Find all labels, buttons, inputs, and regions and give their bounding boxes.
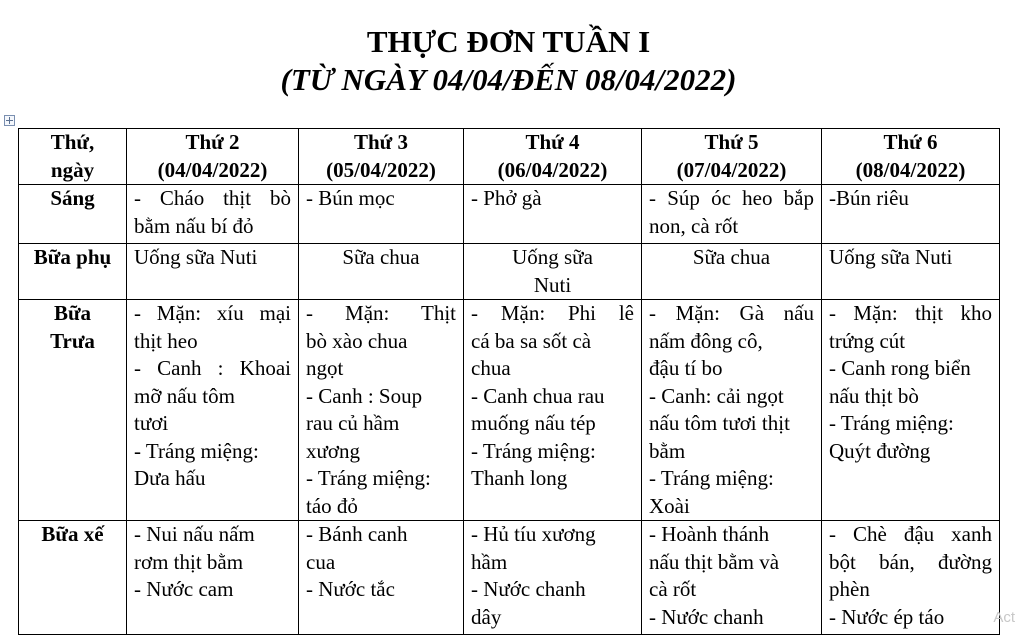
cell-line: non, cà rốt <box>649 213 739 238</box>
meal-label <box>19 521 127 635</box>
cell-line: cà rốt <box>649 577 697 601</box>
cell-line: - Canh chua rau <box>471 383 605 408</box>
cell-line: muống nấu tép <box>471 411 596 435</box>
meal-row <box>19 244 1000 300</box>
meal-row <box>19 300 1000 521</box>
cell-line: Dưa hấu <box>134 466 206 490</box>
cell-line: - Tráng miệng: <box>134 438 259 463</box>
cell-line: -Bún riêu <box>829 186 909 210</box>
cell-line: Thứ 2 <box>185 130 240 154</box>
table-move-handle-icon[interactable] <box>4 115 15 126</box>
cell-line: nấu tôm tươi thịt <box>649 411 790 435</box>
cell-line: Bữa phụ <box>33 245 112 269</box>
cell-line: ngày <box>50 157 95 182</box>
menu-cell <box>642 244 822 300</box>
cell-line: Sữa chua <box>692 245 771 269</box>
cell-line: - Chè đậu xanh <box>829 522 992 546</box>
menu-cell <box>299 185 464 244</box>
menu-cell <box>642 300 822 521</box>
cell-line: (04/04/2022) <box>157 157 268 182</box>
menu-cell <box>127 244 299 300</box>
menu-cell <box>299 300 464 521</box>
cell-line: - Canh : Khoai <box>134 356 291 380</box>
day-header <box>464 129 642 185</box>
cell-line: bằm nấu bí đỏ <box>134 213 254 238</box>
cell-line: ngọt <box>306 356 344 380</box>
cell-line: - Tráng miệng: <box>306 466 431 490</box>
cell-line: - Cháo thịt bò <box>134 186 291 210</box>
cell-line: Xoài <box>649 493 690 518</box>
menu-cell <box>299 521 464 635</box>
cell-line: - Phở gà <box>471 186 542 210</box>
cell-line: - Bún mọc <box>306 186 395 210</box>
cell-line: - Mặn: Thịt <box>306 301 456 325</box>
menu-cell <box>822 521 1000 635</box>
cell-line: - Nui nấu nấm <box>134 522 255 546</box>
cell-line: Sữa chua <box>342 245 420 269</box>
cell-line: Thứ 4 <box>525 130 580 154</box>
menu-cell <box>822 300 1000 521</box>
cell-line: - Mặn: Gà nấu <box>649 301 814 325</box>
cell-line: - Canh rong biển <box>829 356 971 380</box>
meal-label <box>19 244 127 300</box>
menu-cell <box>822 244 1000 300</box>
cell-line: Thứ 6 <box>883 130 938 154</box>
cell-line: - Tráng miệng: <box>471 438 596 463</box>
cell-line: (05/04/2022) <box>326 157 436 182</box>
cell-line: (06/04/2022) <box>497 157 608 182</box>
cell-line: nấu thịt bằm và <box>649 549 780 574</box>
menu-cell <box>464 185 642 244</box>
menu-cell <box>127 185 299 244</box>
cell-line: - Nước chanh <box>471 577 586 601</box>
cell-line: bột bán, đường <box>829 549 992 574</box>
cell-line: rơm thịt bằm <box>134 549 244 574</box>
corner-header <box>19 129 127 185</box>
weekly-menu-table <box>18 128 1000 635</box>
cell-line: - Tráng miệng: <box>649 466 774 490</box>
menu-cell <box>127 300 299 521</box>
cell-line: Trưa <box>50 328 95 353</box>
meal-row <box>19 185 1000 244</box>
cell-line: Uống sữa <box>512 245 593 269</box>
activate-windows-watermark: Act <box>993 609 1015 626</box>
cell-line: trứng cút <box>829 328 906 353</box>
menu-cell <box>642 521 822 635</box>
cell-line: cá ba sa sốt cà <box>471 328 592 353</box>
cell-line: Thanh long <box>471 466 568 490</box>
cell-line: - Hoành thánh <box>649 522 770 546</box>
cell-line: táo đỏ <box>306 493 358 518</box>
cell-line: Uống sữa Nuti <box>134 245 258 269</box>
cell-line: tươi <box>134 411 169 435</box>
cell-line: bò xào chua <box>306 328 408 353</box>
cell-line: Nuti <box>533 272 572 297</box>
cell-line: dây <box>471 604 502 629</box>
cell-line: nấm đông cô, <box>649 328 763 353</box>
cell-line: - Mặn: xíu mại <box>134 301 291 325</box>
menu-date-range: (TỪ NGÀY 04/04/ĐẾN 08/04/2022) <box>280 62 737 97</box>
cell-line: - Mặn: thịt kho <box>829 301 992 325</box>
cell-line: - Bánh canh <box>306 522 408 546</box>
day-header <box>822 129 1000 185</box>
cell-line: Bữa <box>53 301 92 325</box>
cell-line: (08/04/2022) <box>855 157 966 182</box>
cell-line: xương <box>306 438 360 463</box>
cell-line: đậu tí bo <box>649 356 723 380</box>
menu-title: THỰC ĐƠN TUẦN I <box>366 24 651 59</box>
header-row <box>19 129 1000 185</box>
cell-line: - Súp óc heo bắp <box>649 186 814 210</box>
meal-label <box>19 185 127 244</box>
cell-line: Thứ, <box>50 130 95 154</box>
cell-line: - Tráng miệng: <box>829 411 954 435</box>
cell-line: cua <box>306 549 336 574</box>
menu-cell <box>299 244 464 300</box>
menu-cell <box>822 185 1000 244</box>
menu-cell <box>464 244 642 300</box>
day-header <box>299 129 464 185</box>
menu-cell <box>127 521 299 635</box>
cell-line: Uống sữa Nuti <box>829 245 953 269</box>
cell-line: (07/04/2022) <box>676 157 787 182</box>
cell-line: rau củ hầm <box>306 411 400 435</box>
cell-line: nấu thịt bò <box>829 383 919 408</box>
meal-label <box>19 300 127 521</box>
menu-cell <box>642 185 822 244</box>
cell-line: - Nước ép táo <box>829 604 945 629</box>
cell-line: phèn <box>829 577 870 601</box>
day-header <box>127 129 299 185</box>
cell-line: hầm <box>471 549 508 574</box>
cell-line: Sáng <box>50 186 95 210</box>
cell-line: - Nước cam <box>134 577 234 601</box>
cell-line: chua <box>471 356 511 380</box>
day-header <box>642 129 822 185</box>
cell-line: Thứ 3 <box>353 130 409 154</box>
meal-row <box>19 521 1000 635</box>
menu-cell <box>464 521 642 635</box>
cell-line: bằm <box>649 438 686 463</box>
cell-line: - Mặn: Phi lê <box>471 301 634 325</box>
cell-line: mỡ nấu tôm <box>134 383 235 408</box>
cell-line: - Canh : Soup <box>306 383 423 408</box>
cell-line: Quýt đường <box>829 438 931 463</box>
cell-line: - Nước chanh <box>649 604 764 629</box>
menu-cell <box>464 300 642 521</box>
cell-line: Bữa xế <box>41 522 104 546</box>
cell-line: - Canh: cải ngọt <box>649 383 784 408</box>
cell-line: - Hủ tíu xương <box>471 522 596 546</box>
cell-line: - Nước tắc <box>306 577 395 601</box>
cell-line: thịt heo <box>134 328 198 353</box>
cell-line: Thứ 5 <box>704 130 759 154</box>
